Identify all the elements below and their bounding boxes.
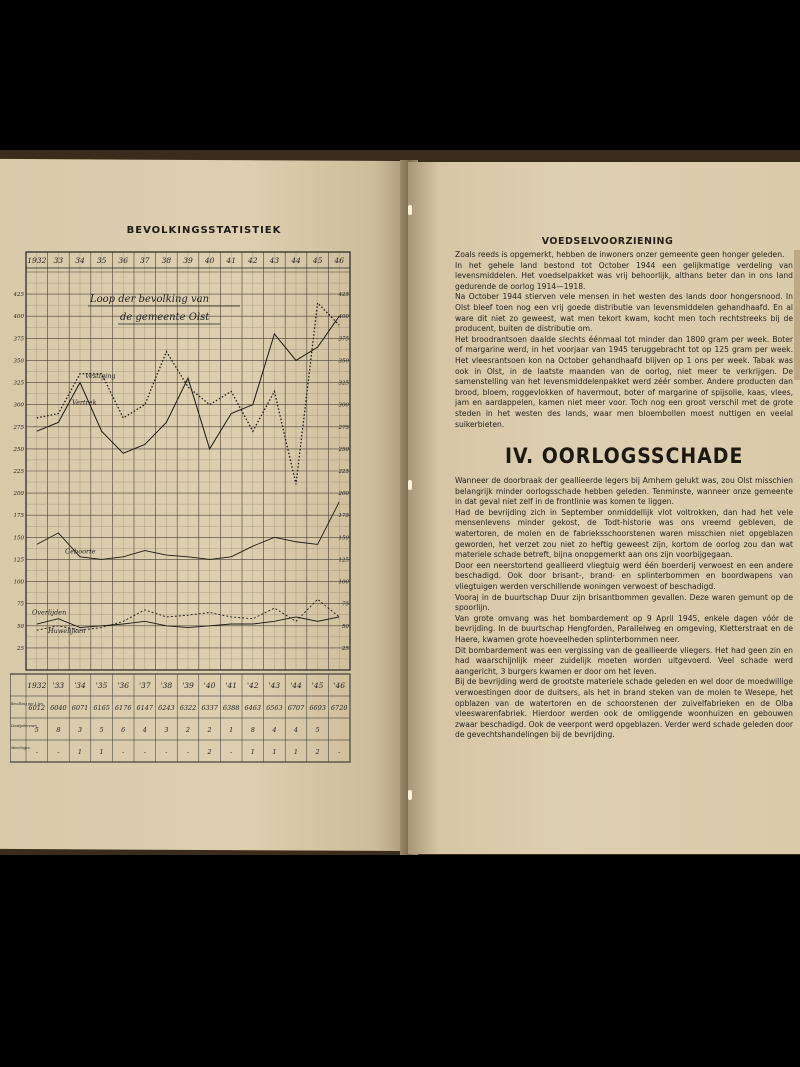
handwritten-title: Loop der bevolking van [90,294,210,305]
legend-label-geboorte: Geboorte [65,547,96,556]
table-cell: 8 [250,726,255,734]
population-chart [10,240,370,780]
table-cell: 6040 [50,704,67,712]
y-tick-left: 200 [13,491,24,498]
table-cell: 6176 [114,704,132,712]
y-tick-left: 325 [13,380,24,387]
y-tick-left: 425 [13,292,24,299]
y-tick-right: 175 [338,513,349,520]
table-cell: - [143,748,146,756]
table-cell: 4 [293,726,299,734]
table-cell: - [338,748,341,756]
year-header: 38 [161,256,172,265]
year-header: 43 [269,256,280,265]
y-tick-right: 375 [338,336,349,343]
y-tick-left: 175 [13,513,24,520]
table-cell: 2 [185,726,191,734]
y-tick-right: 425 [338,292,349,299]
year-header: 40 [204,256,215,265]
table-cell: 6463 [244,704,262,712]
year-header: 37 [140,256,150,265]
y-tick-left: 150 [13,535,24,542]
table-cell: 6322 [179,704,197,712]
paragraph: Wanneer de doorbraak der geallieerde legers bij Arnhem gelukt was, zou Olst misschien belangrijk minder oorlogsschade hebben geleden. Tenminste, wanneer onze gemeente in dat geval niet zelf in de frontlinie was komen te liggen. [455,476,793,507]
table-year: '36 [117,681,130,690]
table-year: '39 [182,681,194,690]
table-year: '41 [225,681,238,690]
table-cell: 1 [229,726,234,734]
table-cell: - [35,748,38,756]
table-year: '33 [52,681,65,690]
table-year: '42 [246,681,259,690]
year-header: 34 [75,256,85,265]
table-year: '40 [203,681,216,690]
table-year: '38 [160,681,173,690]
paragraph: Dit bombardement was een vergissing van de geallieerde vliegers. Het had geen zin en had waarschijnlijk meer zuidelijk moeten worden uitgevoerd. Veel schade werd aangericht, 3 burgers kwamen er door om het leven. [455,645,793,676]
table-cell: 6 [121,726,126,734]
y-tick-right: 325 [338,380,349,387]
year-header: 35 [96,256,107,265]
paragraph: Door een neerstortend geallieerd vliegtuig werd één boerderij verwoest en een andere beschadigd. Ook door brisant-, brand- en splinterbommen en boordwapens van vliegtuigen werden verschillende woningen verwoest of beschadigd. [455,560,793,592]
table-cell: 6071 [71,704,89,712]
table-cell: 5 [34,726,39,734]
table-row-label: Doodgeborenen [11,724,37,728]
y-tick-right: 300 [338,402,349,409]
paragraph: Had de bevrijding zich in September onmiddellijk vlot voltrokken, dan had het vele mensenlevens minder gekost, de Todt-historie was ons vreemd gebleven, de watertoren, de molen en de fabrieksschoorstenen waren misschien niet opgeblazen geworden, het verzet zou niet zo heftig geweest zijn, kortom de oorlog zou dan wat materiele schade betreft, bijna onopgemerkt aan ons zijn voorbijgegaan. [455,507,793,560]
year-header: 33 [53,256,64,265]
y-tick-left: 225 [13,469,24,475]
table-cell: - [230,748,233,756]
paragraph: Vooraj in de buurtschap Duur zijn brisantbommen gevallen. Deze waren gemunt op de spoorlijn. [455,592,793,613]
year-header: 45 [312,256,323,265]
y-tick-right: 25 [342,645,349,652]
y-tick-left: 75 [17,601,24,608]
table-year: '43 [268,681,281,690]
binding-stitch [408,790,412,800]
binding-stitch [408,205,412,215]
table-cell: 8 [56,726,61,734]
table-cell: 2 [207,748,212,756]
table-cell: 1 [77,748,83,756]
y-tick-right: 75 [342,601,349,608]
y-tick-left: 250 [13,446,24,453]
handwritten-title: de gemeente Olst [120,312,210,323]
table-row-label: Bevolking per 1 Jan. [11,702,44,706]
section-voedsel-body [455,250,800,430]
year-header: 42 [248,256,258,265]
y-tick-right: 125 [338,557,349,564]
table-cell: - [186,748,190,756]
year-header: 39 [183,256,193,265]
section-oorlogsschade-body [455,476,800,741]
y-tick-right: 275 [338,424,349,431]
paragraph: Zoals reeds is opgemerkt, hebben de inwoners onzer gemeente geen honger geleden. [455,250,785,259]
table-cell: 6243 [158,704,175,712]
table-year: '34 [74,681,86,690]
y-tick-left: 350 [13,358,24,365]
table-cell: 1 [293,748,299,756]
year-header: 44 [291,256,301,265]
table-cell: - [57,748,60,756]
paragraph: Van grote omvang was het bombardement op 9 April 1945, enkele dagen vóór de bevrijding. In de buurtschap Hengforden, Parallelweg en omgeving, Kletterstraat en de Haere, kwamen grote hoeveelheden splinterbommen neer. [455,613,793,644]
y-tick-right: 350 [338,358,349,365]
table-cell: 6693 [309,704,326,712]
legend-label-huwelijken: Huwelijken [48,626,86,635]
table-cell: - [165,748,168,756]
y-tick-right: 225 [338,469,349,475]
paragraph: Het broodrantsoen daalde slechts éénmaal tot minder dan 1800 gram per week. Boter of margarine werd, in het voorjaar van 1945 teruggebracht tot op 125 gram per week. Het vleesrantsoen kon na October gehandhaafd blijven op 1 ons per week. Tabak was ook in Olst, in de laatste maanden van de oorlog, niet meer te verkrijgen. De samenstelling van het levensmiddelenpakket werd zéér somber. Andere producten dan brood, bloem, roggevlokken of havermout, boter of margarine of spijsolie, kaas, vlees, jam en aardappelen, kamen niet meer voor. Toch nog een groot verschil met de grote steden in het westen des lands, waar men bloembollen moest nuttigen en veelal suikerbieten. [455,334,793,429]
y-tick-left: 50 [17,623,24,630]
y-tick-left: 25 [17,645,24,652]
table-cell: 5 [315,726,320,734]
y-tick-right: 50 [342,623,349,630]
legend-label-vertrek: Vertrek [72,398,97,407]
paragraph: In het gehele land bestond tot October 1944 een gelijkmatige verdeling van levensmiddelen. Het voedselpakket was vrij behoorlijk, althans beter dan in ons land gedurende de oorlog 1914—1918. [455,260,793,291]
table-cell: 6165 [93,704,110,712]
y-tick-right: 100 [338,579,349,586]
y-tick-right: 400 [338,314,349,321]
table-cell: 4 [272,726,277,734]
table-year: 1932 [27,681,47,690]
y-tick-left: 125 [13,557,24,564]
binding-stitch [408,480,412,490]
table-cell: 2 [207,726,212,734]
table-cell: 6337 [201,704,218,712]
table-cell: 6147 [136,704,154,712]
section-heading-oorlogsschade: IV. OORLOGSSCHADE [505,444,744,469]
table-cell: 1 [99,748,104,756]
table-year: '37 [138,681,151,690]
y-tick-left: 100 [13,579,24,586]
paragraph: Na October 1944 stierven vele mensen in het westen des lands door hongersnood. In Olst bleef toen nog een vrij goede distributie van levensmiddelen gehandhaafd. En al ware dit niet zo geweest, wat men tekort kwam, kocht men toch rechtstreeks bij de producent, buiten de distributie om. [455,292,793,334]
table-cell: 6707 [287,704,305,712]
y-tick-left: 400 [13,314,24,321]
table-cell: 1 [250,748,255,756]
table-cell: 2 [315,748,320,756]
table-year: '45 [311,681,324,690]
table-cell: 5 [99,726,104,734]
paragraph: Bij de bevrijding werd de grootste materiele schade geleden en wel door de moedwillige verwoestingen door de duitsers, als het in brand steken van de molen te Wesepe, het opblazen van de watertoren en de schoorstenen der zuivelfabrieken en de Olba vleeswarenfabriek. Hierdoor werden ook de omliggende woonhuizen en gebouwen zwaar beschadigd. Ook de veerpont werd opgeblazen. Verder werd schade geleden door de gevechtshandelingen bij de bevrijding. [455,677,793,740]
legend-label-overlijden: Overlijden [32,608,67,617]
y-tick-left: 375 [13,336,24,343]
legend-label-vestiging: Vestiging [85,372,116,381]
y-tick-right: 150 [338,535,349,542]
table-cell: 6012 [28,704,46,712]
table-year: '44 [290,681,302,690]
table-cell: 6388 [222,704,240,712]
table-cell: 6720 [330,704,348,712]
chart-page-title: BEVOLKINGSSTATISTIEK [126,225,282,236]
table-year: '46 [333,681,346,690]
y-tick-right: 200 [338,491,349,498]
table-year: '35 [95,681,108,690]
year-header: 36 [118,256,128,265]
y-tick-right: 250 [338,446,349,453]
table-cell: 3 [164,726,169,734]
table-row-label: Meerlingen [11,746,30,750]
table-cell: 6563 [266,704,283,712]
y-tick-left: 300 [13,402,24,409]
table-cell: 3 [77,726,83,734]
table-cell: 1 [272,748,277,756]
y-tick-left: 275 [13,424,24,431]
year-header: 1932 [27,256,47,265]
year-header: 41 [226,256,236,265]
section-heading-voedsel: VOEDSELVOORZIENING [541,236,674,247]
right-text-column [455,236,800,856]
table-cell: - [122,748,125,756]
table-cell: 4 [142,726,147,734]
year-header: 46 [334,256,344,265]
